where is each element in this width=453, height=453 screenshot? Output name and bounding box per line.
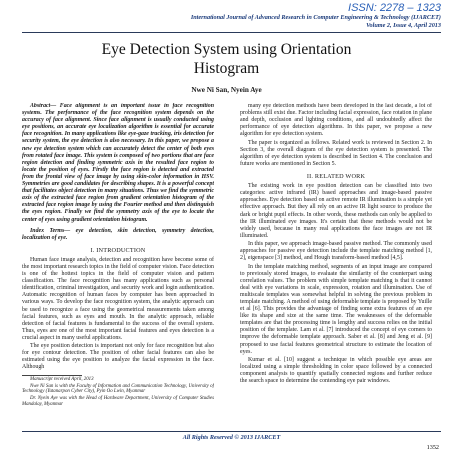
intro-paragraph-1: Human face image analysis, detection and recognition have become some of the most important research topics in the field of computer vision. Face detection is one of the hottest topics in the field of computer vision and pattern classification. The face recognition has many applications such as personal identification, criminal investigation, and security work and login authentication. Automatic recognition of human faces by computer has been approached in various ways. To develop the face recognition system, the analytic approach can be used to recognize a face using the geometrical measurements taken among facial features, such as eyes and mouth. In the analytic approach, reliable detection of facial features is fundamental to the success of the overall system. Thus, eyes are one of the most important facial features and eyes detection is a crucial aspect in many useful applications. xyxy=(22,256,214,341)
right-paragraph-1: many eye detection methods have been developed in the last decade, a lot of problems still exist due. Factor including facial expression, face rotation in plane and depth, occlusion and lighting conditions, and all undoubtedly affect the performance of eye detection algorithms. In this paper, we propose a new algorithm for eye detection system. xyxy=(240,103,432,138)
journal-header xyxy=(30,14,441,29)
footnote-received: Manuscript received April, 2013 xyxy=(30,376,94,382)
footer-rights: All Rights Reserved © 2013 IJARCET xyxy=(182,434,281,441)
related-paragraph-2: In this paper, we approach image-based passive method. The commonly used approaches for passive eye detection include the template matching method [1, 2], eigenspace [3] method, and Hough transform-based method [4,5]. xyxy=(240,241,432,262)
related-paragraph-1: The existing work in eye position detection can be classified into two categories: active infrared (IR) based approaches and image-based passive approaches. Eye detection based on active remote IR illumination is a simple yet effective approach. But they all rely on an active IR light source to produce the dark or bright pupil effects. In other words, these methods can only be applied to the IR illuminated eye images. It's certain that these methods would not be widely used, because in many real applications the face images are not IR illuminated. xyxy=(240,183,432,239)
right-paragraph-2: The paper is organized as follows. Related work is reviewed in Section 2. In Section 3, the overall diagram of the eye detection system is presented. The algorithm of eye detection system is described in Section 4. The conclusion and future works are mentioned in Section 5. xyxy=(240,139,432,167)
issn-label: ISSN: 2278 – 1323 xyxy=(348,2,441,14)
abstract-text: Face alignment is an important issue in face recognition systems. The performance of the face recognition system depends on the accuracy of face alignment. Since face alignment is usually conducted using eye positions, an accurate eye localization algorithm is essential for accurate face recognition. In many applications like eye-gaze tracking, iris detection for security system, the eye detection is also necessary. In this paper, we propose a new eye detection system which can accurately detect the center of both eyes from rotated face image. This system is composed of two portions that are face region detection and finding symmetric axis in the resulted face region to locate the position of eyes. Firstly the face region is detected and extracted from the frontal view of face image by using skin-color information in HSV. Symmetries are good candidates for describing shapes. It is a powerful concept that facilitates object detection in many situations. Thus we find the symmetric axis of the extracted face region from gradient orientation histogram of the extracted face region image by using the Fourier method and then distinguish the eyes region. Finally we find the symmetry axis of the eye to locate the center of eyes using gradient orientation histogram. xyxy=(22,103,214,223)
header-rule xyxy=(22,32,441,33)
paper-title-line1: Eye Detection System using Orientation xyxy=(101,41,352,58)
footnote-rule xyxy=(22,375,82,376)
paper-authors: Nwe Ni San, Nyein Aye xyxy=(191,86,262,94)
related-paragraph-4: Kumar et al. [10] suggest a technique in which possible eye areas are localized using a simple thresholding in color space followed by a connected component analysis to quantify spatially connected regions and further reduce the search space to determine the contending eye pair windows. xyxy=(240,356,432,385)
paper-title-line2: Histogram xyxy=(193,60,260,77)
journal-volume: Volume 2, Issue 4, April 2013 xyxy=(366,21,441,29)
keywords-label: Index Terms— xyxy=(30,227,71,234)
intro-paragraph-2: The eye position detection is important not only for face recognition but also for eye contour detection. The position of other facial features can also be estimated using the eye position to analyze the facial expression in the face. Although xyxy=(22,343,214,371)
footnote-author2: Dr. Nyein Aye was with the Head of Hardware Department, University of Computer Studies Mandalay, Myanmar xyxy=(22,396,214,408)
footer-rule xyxy=(22,431,441,432)
section-related-work-heading: II. RELATED WORK xyxy=(306,173,366,181)
abstract-label: Abstract— xyxy=(30,103,57,109)
section-introduction-heading: I. INTRODUCTION xyxy=(90,246,146,254)
left-column xyxy=(22,103,214,431)
page-number: 1352 xyxy=(426,444,439,451)
abstract xyxy=(22,103,214,224)
related-paragraph-3: In the template matching method, segments of an input image are compared to previously stored images, to evaluate the similarity of the counterpart using correlation values. The problem with simple template matching is that it cannot deal with eye variations in scale, expression, rotation and illumination. Use of multiscale templates was somewhat helpful in solving the previous problem in template matching. A method of using deformable template is proposed by Yuille et al [6]. This provides the advantage of finding some extra features of an eye like its shape and size at the same time. The weaknesses of the deformable templates are that the processing time is lengthy and success relies on the initial position of the template. Lam et al. [7] introduced the concept of eye corners to improve the deformable template approach. Saber et al. [8] and Jeng et al. [9] proposed to use facial features geometrical structure to estimate the location of eyes. xyxy=(240,263,432,355)
paper-title xyxy=(40,40,413,78)
journal-name: International Journal of Advanced Research in Computer Engineering & Technology (IJARCET) xyxy=(190,14,441,21)
keywords-text: eye detection, skin detection, symmetry detection, localization of eye. xyxy=(22,227,214,241)
keywords xyxy=(22,228,214,242)
footnote-author1: Nwe Ni San is with the Faculty of Information and Communication Technology, University of Technology (Yatanarpon Cyber City), Pyin Oo Lwin, Myanmar xyxy=(22,383,214,395)
right-column xyxy=(240,103,432,431)
